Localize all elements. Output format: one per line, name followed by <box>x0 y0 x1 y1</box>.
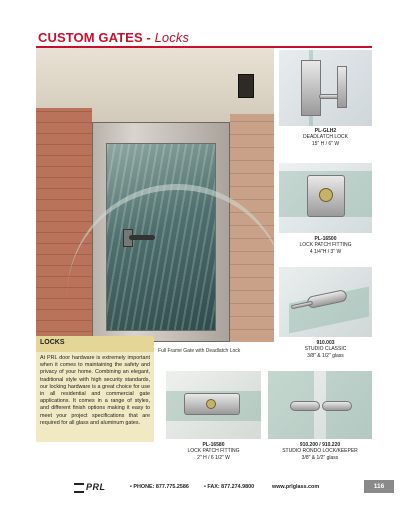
glass-arc-decoration <box>67 184 274 342</box>
product-name: LOCK PATCH FITTING <box>187 448 240 455</box>
product-caption-3 <box>279 340 372 359</box>
product-photo-studio-classic <box>279 267 372 337</box>
photo-gate-frame <box>92 122 230 342</box>
key-cylinder-icon <box>319 188 333 202</box>
product-photo-studio-rondo <box>268 371 372 439</box>
product-size: 2" H / 6 1/2" W <box>197 454 230 461</box>
product-photo-lock-patch-fitting-2 <box>166 371 261 439</box>
deadlatch-body-icon <box>301 60 321 116</box>
footer-website-link[interactable]: www.prlglass.com <box>272 484 320 490</box>
key-cylinder-icon <box>206 399 216 409</box>
product-name: DEADLATCH LOCK <box>303 134 348 141</box>
product-code: PL-16580 <box>202 442 225 448</box>
product-code: 910.200 / 910.220 <box>299 442 341 448</box>
product-photo-lock-patch-fitting-1 <box>279 163 372 233</box>
product-name: STUDIO RONDO LOCK/KEEPER <box>282 448 358 455</box>
logo-mark-icon <box>74 483 84 493</box>
product-name: LOCK PATCH FITTING <box>299 242 352 249</box>
strike-plate-icon <box>337 66 347 108</box>
product-photo-deadlatch-lock <box>279 50 372 126</box>
product-caption-4 <box>166 442 261 461</box>
gate-photo-caption: Full Frame Gate with Deadlatch Lock <box>158 348 241 354</box>
gate-handle-icon <box>129 235 155 240</box>
page-number-badge: 116 <box>364 480 394 493</box>
locks-description: At PRL door hardware is extremely important when it comes to maintaining the safety and privacy of your home. Combining an elegant, traditional style with high security standards, our locking hardware is a great choice for use in all residential and commercial gate applications. It comes in a range of styles, and different finish options making it easy to meet your project specifications that are required for all glass and aluminum gates. <box>40 355 150 426</box>
product-code: PL-GLH2 <box>314 128 337 134</box>
rondo-lock-icon <box>290 401 320 411</box>
footer-fax: • FAX: 877.274.9800 <box>204 484 255 490</box>
product-size: 3/8" & 1/2" glass <box>307 352 344 359</box>
page-title <box>38 30 189 45</box>
product-caption-1 <box>279 128 372 147</box>
product-code: PL-16500 <box>314 236 337 242</box>
product-caption-5 <box>268 442 372 461</box>
locks-heading: LOCKS <box>40 339 65 346</box>
lamp-icon <box>238 74 254 98</box>
product-caption-2 <box>279 236 372 255</box>
prl-logo <box>74 482 106 493</box>
footer-phone: • PHONE: 877.775.2586 <box>130 484 189 490</box>
product-size: 3/8" & 1/2" glass <box>301 454 339 461</box>
product-name: STUDIO CLASSIC <box>304 346 347 353</box>
product-code: 910.003 <box>316 340 335 346</box>
gate-photo <box>36 48 274 342</box>
page-title-main: CUSTOM GATES - <box>38 30 151 45</box>
rondo-keeper-icon <box>322 401 352 411</box>
page-title-subtitle: Locks <box>154 30 190 45</box>
product-size: 15" H / 6" W <box>311 140 340 147</box>
product-size: 4 1/4"H / 3" W <box>309 248 342 255</box>
logo-text: PRL <box>86 482 106 492</box>
